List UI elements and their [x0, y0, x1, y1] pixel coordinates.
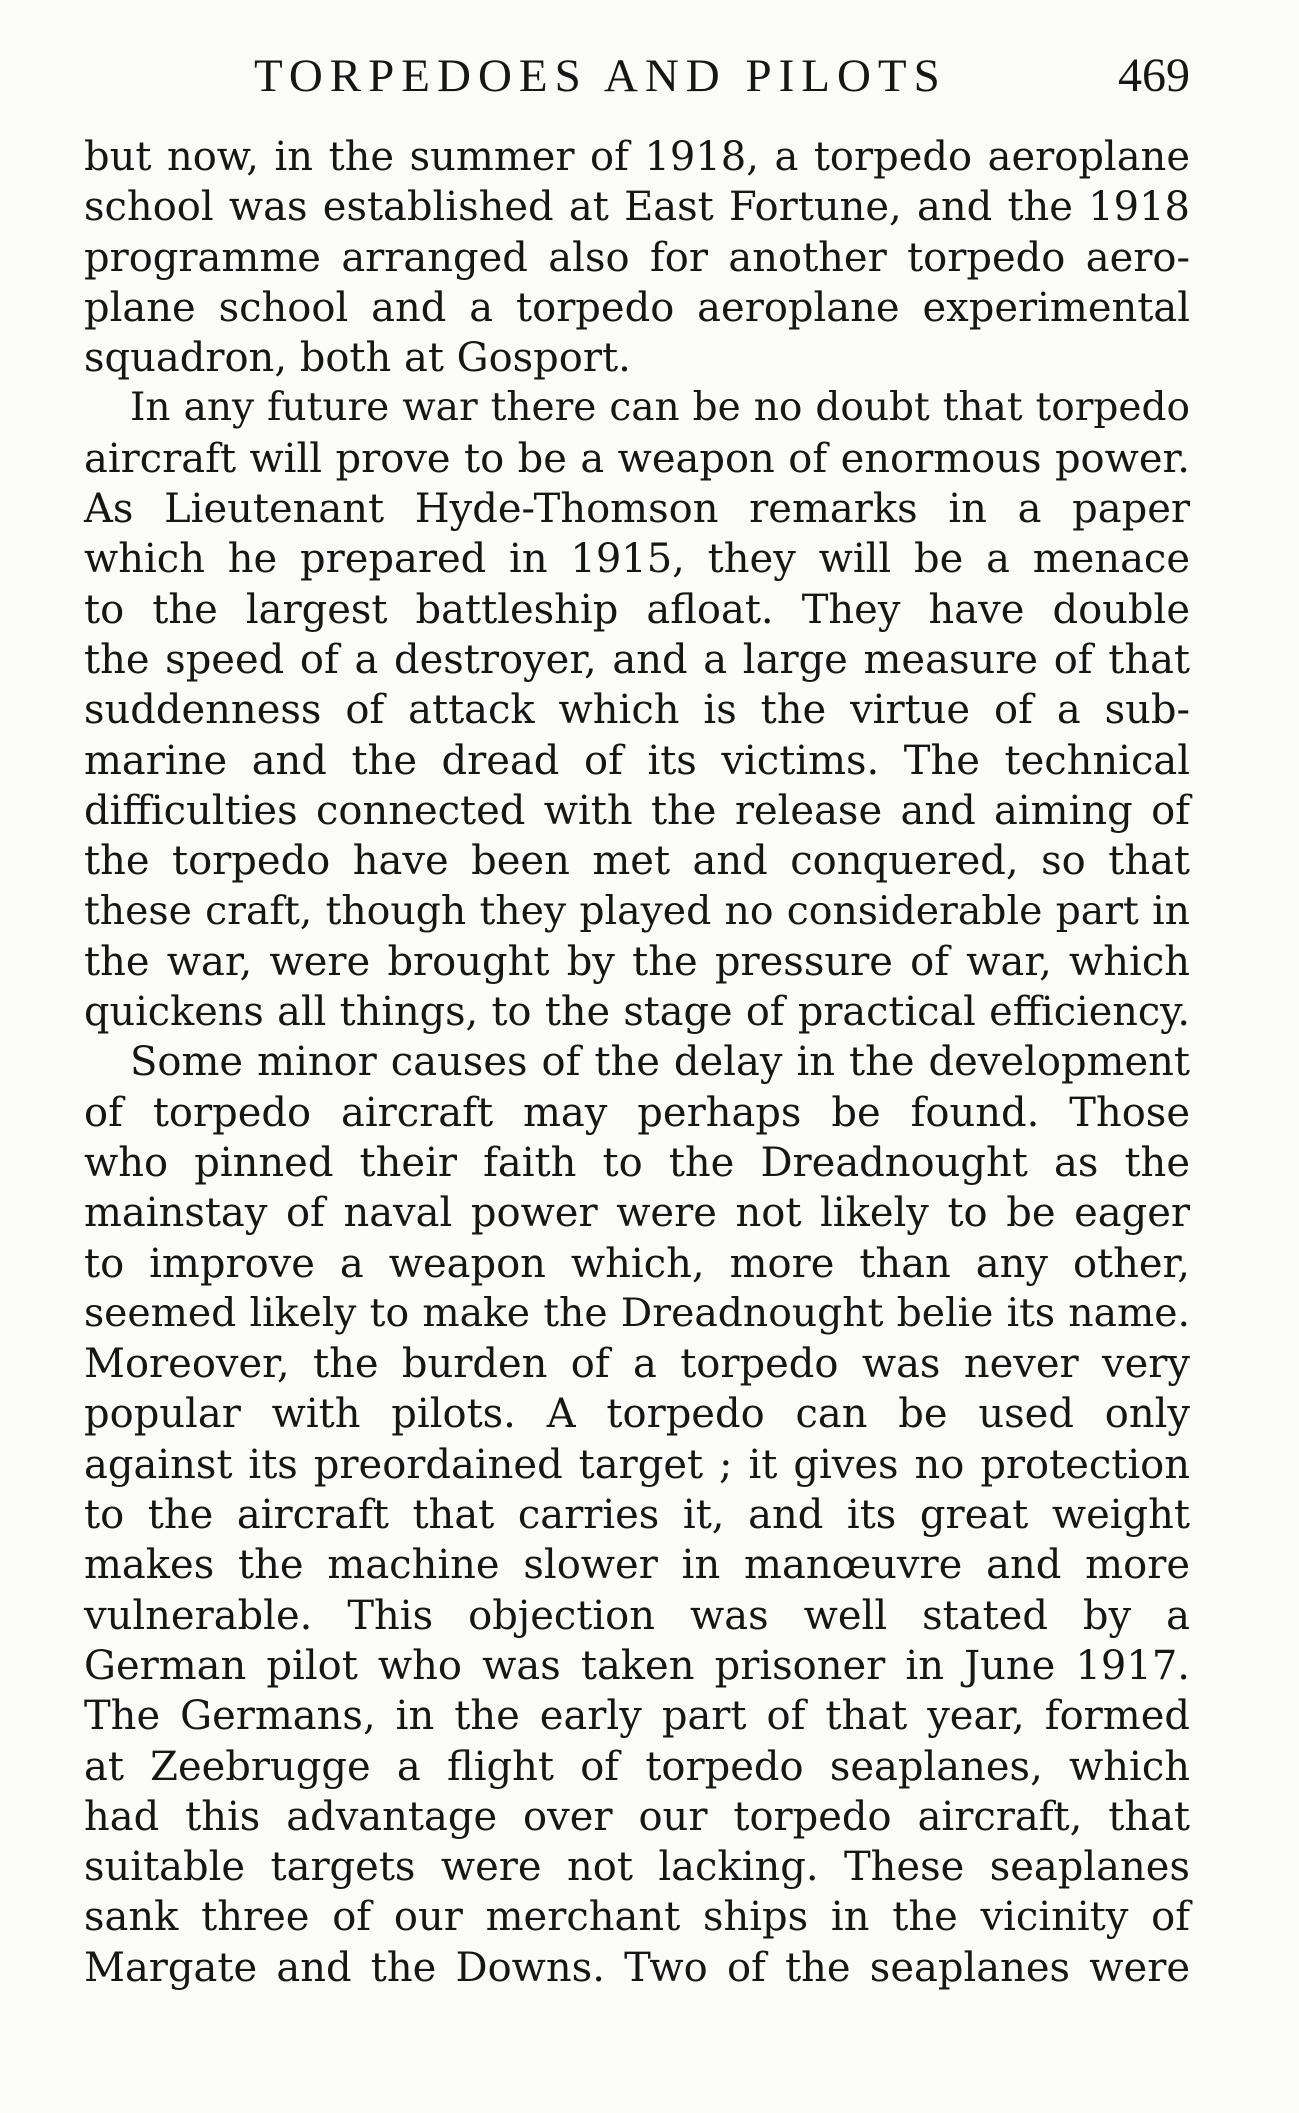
text-line: plane school and a torpedo aeroplane experimental: [84, 284, 1190, 331]
text-line: to the largest battleship afloat. They have double: [84, 586, 1190, 633]
text-line: mainstay of naval power were not likely to be eager: [84, 1190, 1190, 1237]
text-line: difficulties connected with the release and aiming of: [84, 787, 1190, 834]
text-line: Moreover, the burden of a torpedo was never very: [84, 1341, 1190, 1388]
text-line: programme arranged also for another torpedo aero-: [84, 234, 1190, 281]
running-head: [84, 46, 1190, 106]
text-line: of torpedo aircraft may perhaps be found. Those: [84, 1089, 1190, 1136]
text-line: the torpedo have been met and conquered, so that: [84, 838, 1190, 885]
page-number: 469: [1118, 49, 1190, 102]
text-line: Margate and the Downs. Two of the seaplanes were: [84, 1944, 1190, 1991]
text-line: had this advantage over our torpedo aircraft, that: [84, 1793, 1190, 1840]
text-line: suddenness of attack which is the virtue of a sub-: [84, 687, 1190, 734]
text-line: at Zeebrugge a flight of torpedo seaplanes, which: [84, 1743, 1190, 1790]
text-line: seemed likely to make the Dreadnought belie its name.: [84, 1290, 1190, 1336]
text-line: the speed of a destroyer, and a large measure of that: [84, 636, 1190, 683]
text-line: squadron, both at Gosport.: [84, 335, 631, 382]
text-line: aircraft will prove to be a weapon of enormous power.: [84, 435, 1190, 482]
text-line: As Lieutenant Hyde-Thomson remarks in a paper: [84, 486, 1190, 533]
text-line: who pinned their faith to the Dreadnought as the: [84, 1139, 1190, 1186]
paragraph: [84, 383, 1190, 1037]
text-line: makes the machine slower in manœuvre and more: [84, 1542, 1190, 1589]
text-line: vulnerable. This objection was well stated by a: [84, 1592, 1190, 1639]
text-line: to the aircraft that carries it, and its great weight: [84, 1492, 1190, 1539]
text-line: popular with pilots. A torpedo can be used only: [84, 1391, 1190, 1438]
text-line: suitable targets were not lacking. These seaplanes: [84, 1844, 1190, 1891]
paragraph: [84, 132, 1190, 383]
text-line: school was established at East Fortune, and the 1918: [84, 184, 1190, 231]
text-line: the war, were brought by the pressure of war, which: [84, 938, 1190, 985]
text-line: which he prepared in 1915, they will be a menace: [84, 536, 1190, 583]
text-line: marine and the dread of its victims. The technical: [84, 737, 1190, 784]
text-line: In any future war there can be no doubt that torpedo: [130, 385, 1190, 431]
body-text: [84, 132, 1190, 1993]
text-line: German pilot who was taken prisoner in June 1917.: [84, 1642, 1190, 1689]
text-line: against its preordained target ; it gives no protection: [84, 1441, 1190, 1488]
text-line: Some minor causes of the delay in the development: [130, 1039, 1190, 1086]
text-line: to improve a weapon which, more than any other,: [84, 1240, 1190, 1287]
text-line: quickens all things, to the stage of practical efficiency.: [84, 989, 1190, 1036]
running-head-title: TORPEDOES AND PILOTS: [254, 50, 947, 102]
text-line: The Germans, in the early part of that year, formed: [84, 1693, 1190, 1740]
text-line: these craft, though they played no considerable part in: [84, 888, 1190, 935]
text-line: but now, in the summer of 1918, a torpedo aeroplane: [84, 134, 1190, 180]
text-line: sank three of our merchant ships in the vicinity of: [84, 1894, 1190, 1941]
paragraph: [84, 1037, 1190, 1993]
